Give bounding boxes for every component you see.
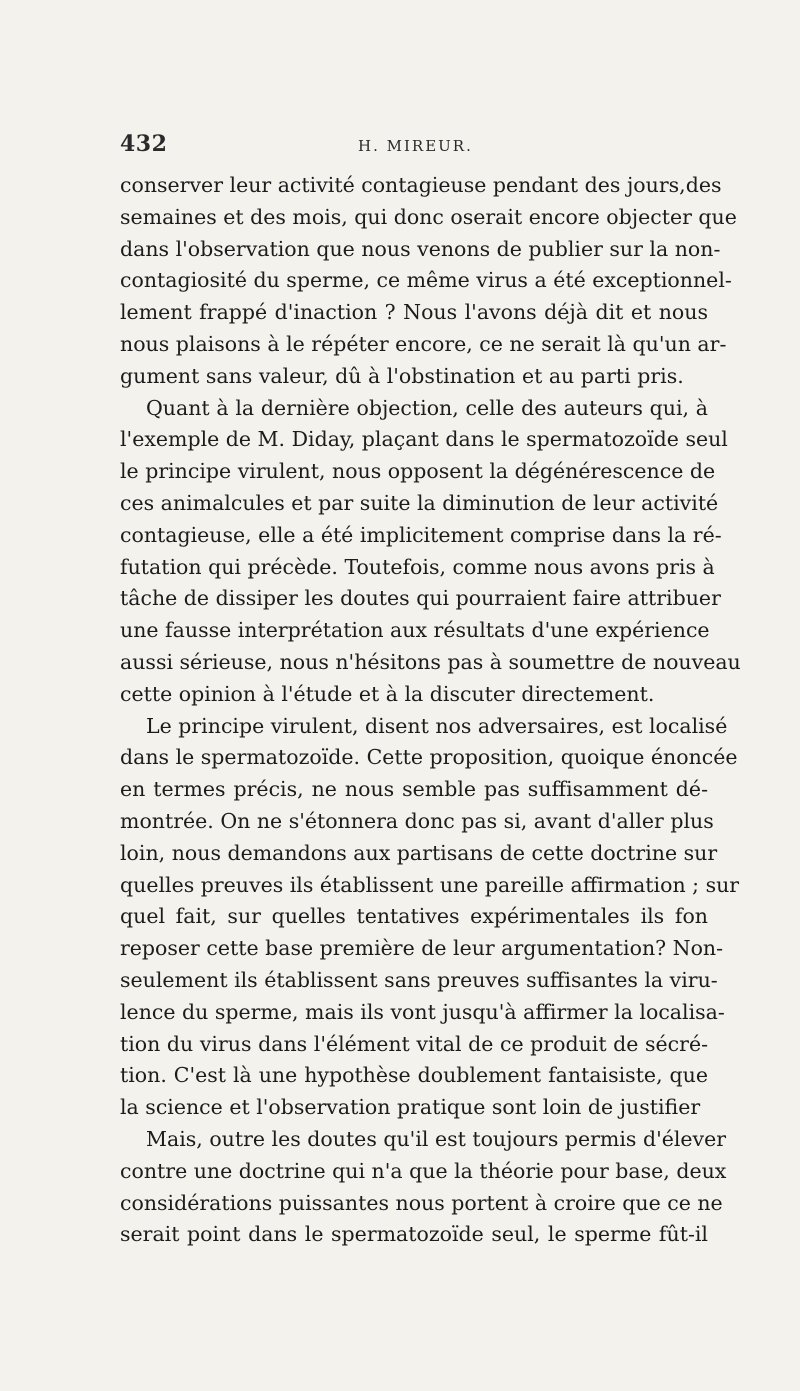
text-line: seulement ils établissent sans preuves suffisantes la viru-	[120, 967, 718, 992]
text-line: l'exemple de M. Diday, plaçant dans le spermatozoïde seul	[120, 427, 728, 452]
text-line: quelles preuves ils établissent une pareille affirmation ; sur	[120, 872, 740, 897]
text-line: futation qui précède. Toutefois, comme nous avons pris à	[120, 554, 715, 579]
text-line: reposer cette base première de leur argumentation? Non-	[120, 936, 724, 961]
text-line: lence du sperme, mais ils vont jusqu'à affirmer la localisa-	[120, 999, 725, 1024]
paragraph-start-line: Mais, outre les doutes qu'il est toujours permis d'élever	[146, 1126, 727, 1151]
text-line: semaines et des mois, qui donc oserait encore objecter que	[120, 204, 737, 229]
text-line: quel fait, sur quelles tentatives expérimentales ils fon	[120, 904, 708, 929]
text-line: gument sans valeur, dû à l'obstination et au parti pris.	[120, 363, 684, 388]
paragraph-start-line: Le principe virulent, disent nos adversaires, est localisé	[146, 713, 728, 738]
text-line: aussi sérieuse, nous n'hésitons pas à soumettre de nouveau	[120, 649, 741, 674]
text-line: contre une doctrine qui n'a que la théorie pour base, deux	[120, 1158, 727, 1183]
text-line: contagiosité du sperme, ce même virus a été exceptionnel-	[120, 268, 732, 293]
paragraph-start-line: Quant à la dernière objection, celle des auteurs qui, à	[146, 395, 708, 420]
text-line: tâche de dissiper les doutes qui pourraient faire attribuer	[120, 586, 721, 611]
text-line: nous plaisons à le répéter encore, ce ne serait là qu'un ar-	[120, 331, 727, 356]
text-line: tion du virus dans l'élément vital de ce produit de sécré-	[120, 1031, 708, 1056]
text-line: loin, nous demandons aux partisans de cette doctrine sur	[120, 840, 718, 865]
page-number: 432	[120, 131, 168, 157]
text-line: considérations puissantes nous portent à croire que ce ne	[120, 1190, 723, 1215]
text-line: lement frappé d'inaction ? Nous l'avons déjà dit et nous	[120, 300, 708, 325]
text-line: conserver leur activité contagieuse pendant des jours,des	[120, 173, 722, 197]
text-line: dans l'observation que nous venons de publier sur la non-	[120, 236, 721, 261]
text-line: contagieuse, elle a été implicitement comprise dans la ré-	[120, 522, 722, 547]
body-text	[120, 170, 741, 1251]
text-line: tion. C'est là une hypothèse doublement fantaisiste, que	[120, 1063, 708, 1088]
text-line: le principe virulent, nous opposent la dégénérescence de	[120, 459, 716, 484]
text-line: cette opinion à l'étude et à la discuter directement.	[120, 681, 655, 706]
text-line: une fausse interprétation aux résultats d'une expérience	[120, 618, 710, 643]
page-header	[120, 131, 710, 159]
running-head: H. MIREUR.	[358, 137, 473, 155]
text-line: serait point dans le spermatozoïde seul, le sperme fût-il	[120, 1222, 708, 1247]
text-line: ces animalcules et par suite la diminution de leur activité	[120, 490, 719, 515]
text-line: la science et l'observation pratique sont loin de justifier	[120, 1095, 701, 1120]
text-line: montrée. On ne s'étonnera donc pas si, avant d'aller plus	[120, 808, 714, 833]
text-line: en termes précis, ne nous semble pas suffisamment dé-	[120, 777, 708, 802]
text-line: dans le spermatozoïde. Cette proposition, quoique énoncée	[120, 745, 738, 770]
